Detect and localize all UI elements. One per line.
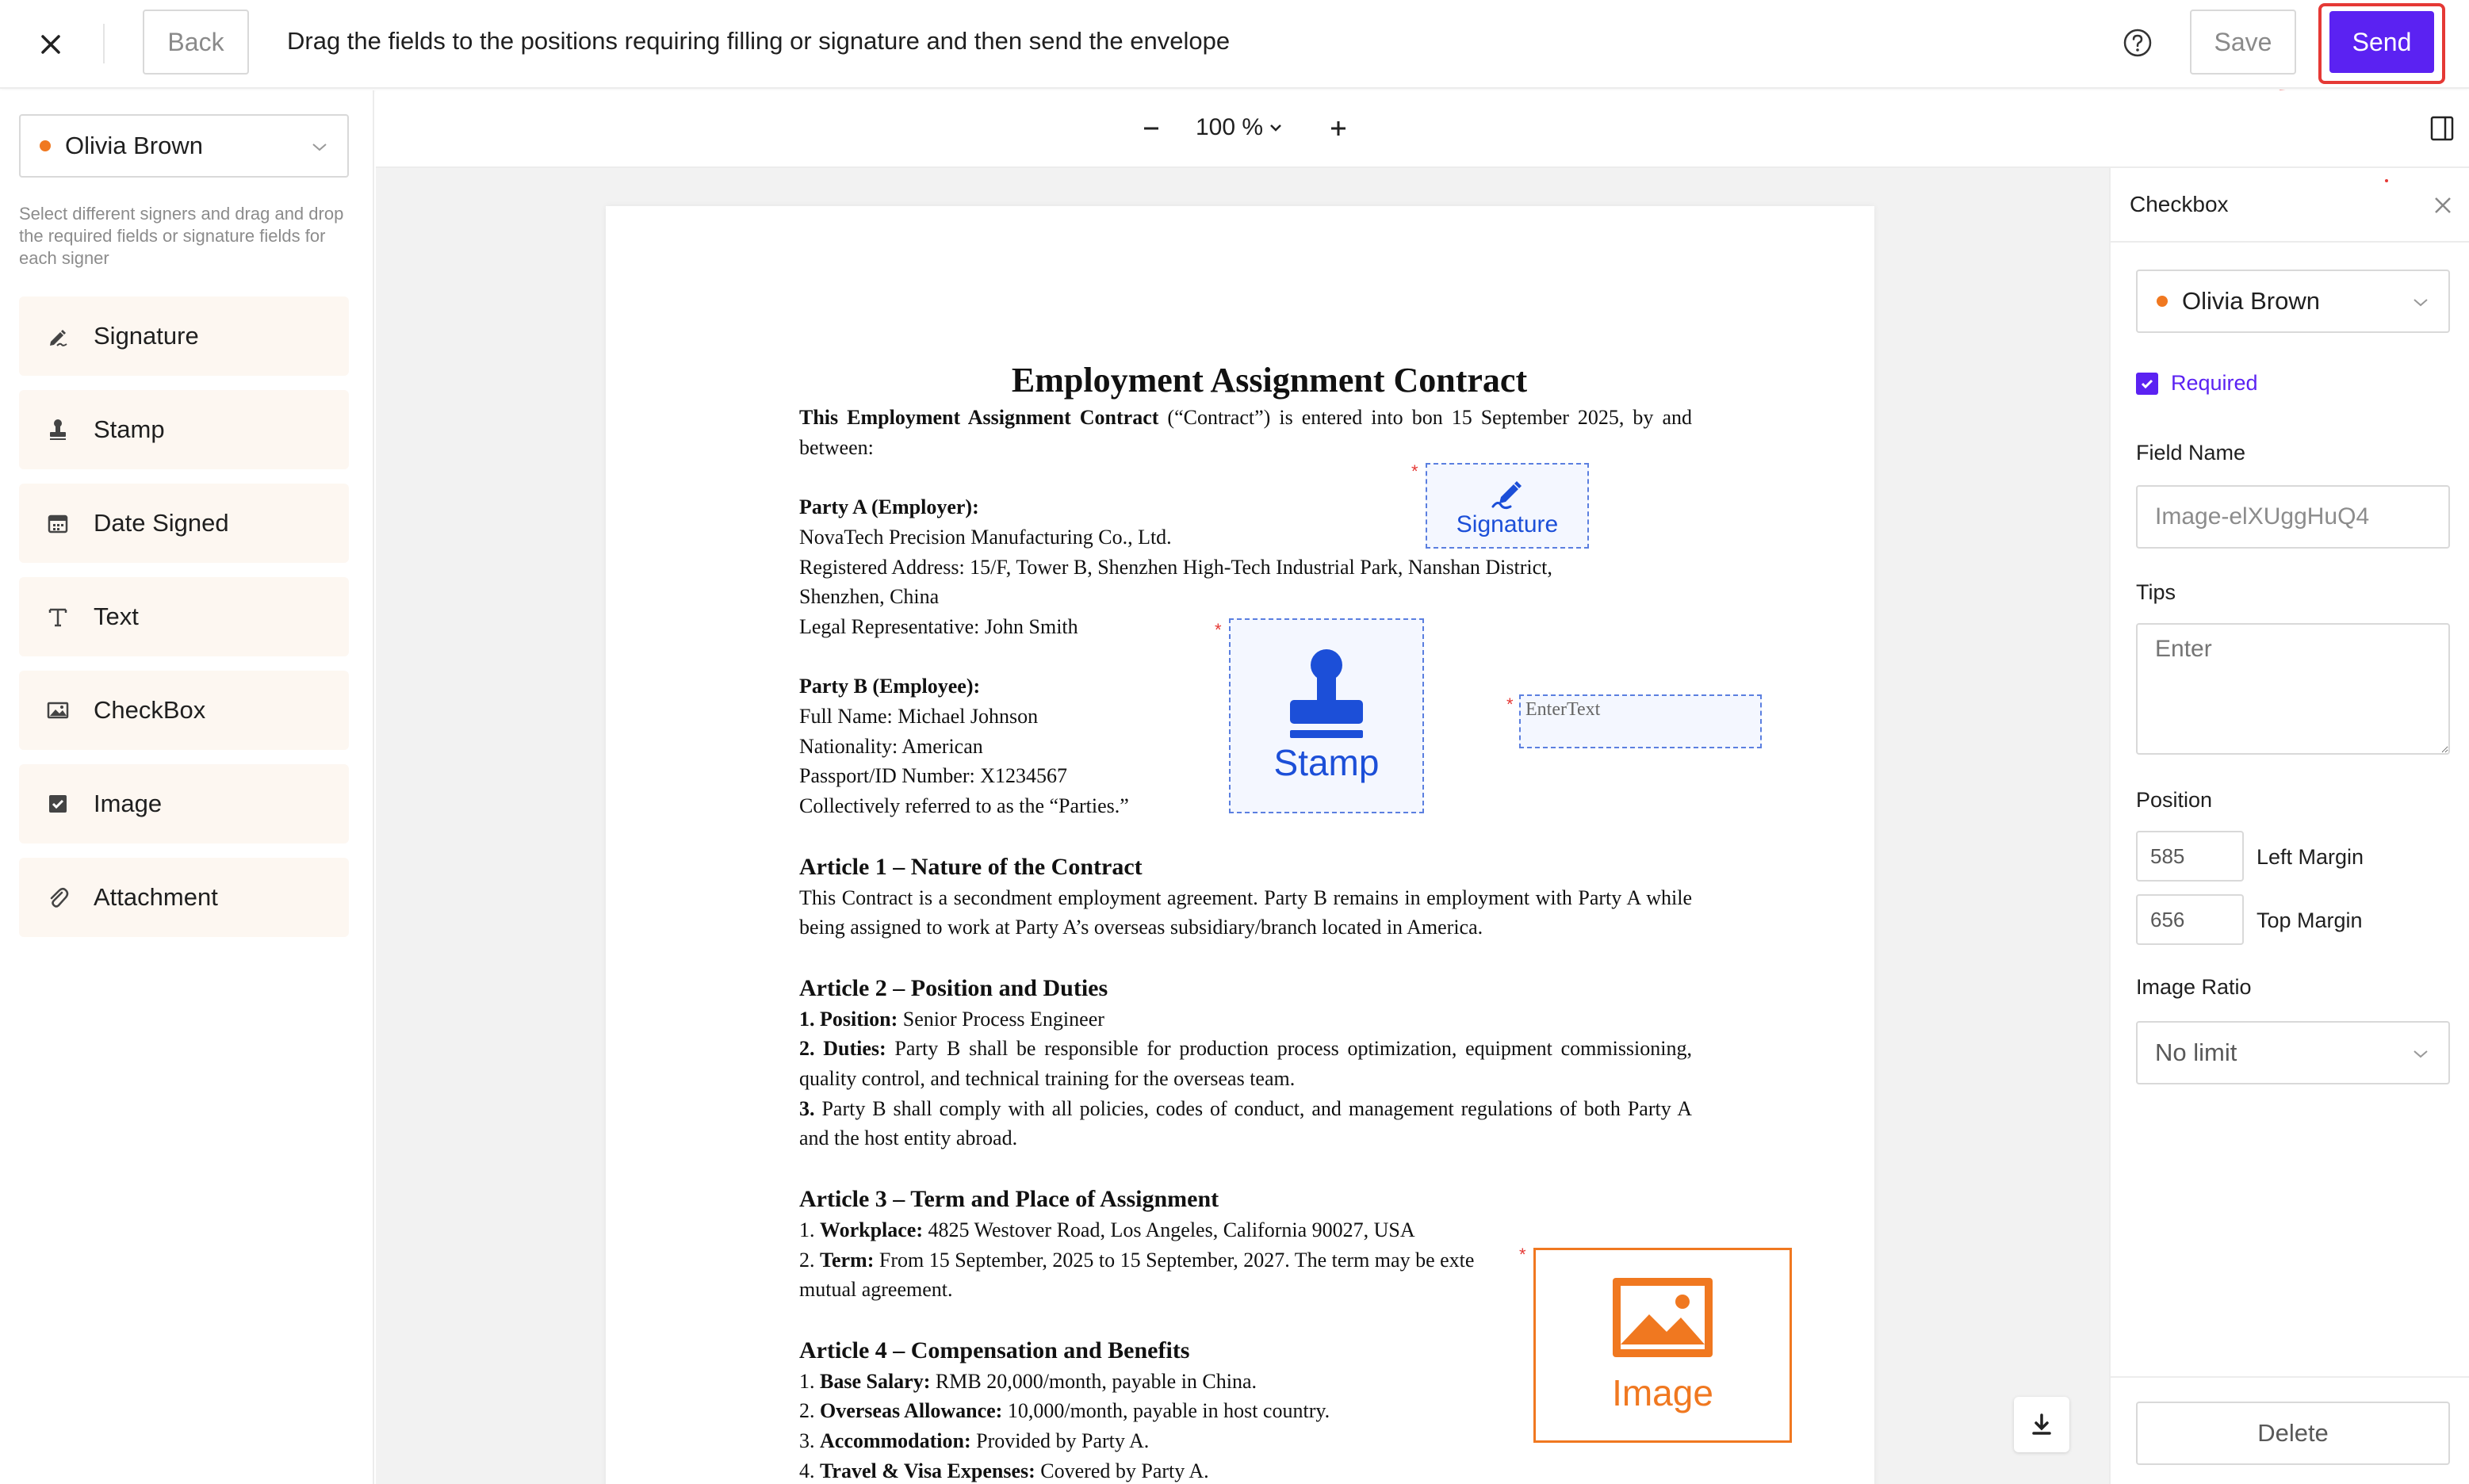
article-1-heading: Article 1 – Nature of the Contract [799, 853, 1143, 880]
article-4-item-1: 1. Base Salary: RMB 20,000/month, payable in China. [799, 1369, 1257, 1393]
status-dot [2385, 179, 2388, 182]
party-b-nationality: Nationality: American [799, 734, 983, 758]
image-ratio-value: No limit [2155, 1038, 2237, 1066]
field-tile-signature[interactable] [19, 296, 349, 376]
signature-pen-icon [46, 324, 70, 348]
article-2-item-2: 2. Duties: Party B shall be responsible for production process optimization, equipment commissioning, quality control, and technical training for the overseas team. [799, 1037, 1693, 1090]
required-checkbox[interactable] [2136, 371, 2258, 396]
party-a-representative: Legal Representative: John Smith [799, 614, 1078, 638]
field-tile-label: Attachment [94, 883, 218, 911]
document-title: Employment Assignment Contract [1011, 361, 1528, 400]
image-ratio-label: Image Ratio [2136, 975, 2252, 999]
tips-label: Tips [2136, 580, 2176, 604]
chevron-down-icon [1268, 120, 1284, 136]
field-name-input[interactable] [2136, 485, 2450, 549]
panel-toggle-icon[interactable] [2428, 114, 2456, 143]
field-tile-image[interactable] [19, 764, 349, 843]
signer-name: Olivia Brown [65, 132, 203, 159]
article-4-item-2: 2. Overseas Allowance: 10,000/month, payable in host country. [799, 1399, 1330, 1423]
tips-textarea[interactable] [2136, 623, 2450, 755]
field-tile-date-signed[interactable] [19, 484, 349, 563]
party-a-name: NovaTech Precision Manufacturing Co., Ltd. [799, 525, 1172, 549]
signer-select[interactable] [19, 114, 349, 178]
article-3-item-2-cont: mutual agreement. [799, 1278, 953, 1302]
signer-color-dot [40, 140, 51, 151]
article-3-item-2: 2. Term: From 15 September, 2025 to 15 September, 2027. The term may be exte [799, 1248, 1475, 1272]
close-icon[interactable] [32, 25, 70, 63]
signature-pen-icon [1487, 473, 1528, 511]
required-asterisk: * [1519, 1245, 1526, 1264]
instruction-text: Drag the fields to the positions requiring filling or signature and then send the envelope [287, 27, 1231, 55]
article-2-heading: Article 2 – Position and Duties [799, 974, 1108, 1001]
party-b-heading: Party B (Employee): [799, 675, 981, 698]
stamp-icon [1285, 648, 1368, 741]
parties-note: Collectively referred to as the “Parties.” [799, 794, 1129, 818]
signer-name: Olivia Brown [2182, 287, 2320, 315]
position-label: Position [2136, 788, 2213, 812]
zoom-level-select[interactable] [1196, 114, 1284, 141]
placed-image-field[interactable] [1533, 1248, 1792, 1443]
toolbar-divider [103, 24, 105, 63]
party-a-heading: Party A (Employer): [799, 495, 979, 519]
image-ratio-select[interactable] [2136, 1021, 2450, 1084]
download-icon [2029, 1412, 2054, 1437]
intro-paragraph: This Employment Assignment Contract (“Contract”) is entered into bon 15 September 2025, by and between: [799, 406, 1692, 459]
zoom-out-button[interactable] [1134, 111, 1169, 146]
field-tile-label: Image [94, 790, 163, 817]
placed-stamp-field[interactable] [1229, 618, 1424, 813]
placed-signature-field[interactable] [1426, 463, 1589, 549]
field-tile-label: Signature [94, 322, 199, 350]
chevron-down-icon [311, 138, 328, 155]
article-2-item-3: 3. Party B shall comply with all policies, codes of conduct, and management regulations of both Party A and the host entity abroad. [799, 1096, 1692, 1150]
field-tile-label: CheckBox [94, 696, 206, 724]
field-tile-checkbox[interactable] [19, 671, 349, 750]
back-button[interactable]: Back [143, 10, 249, 75]
chevron-down-icon [2412, 293, 2429, 311]
field-tile-stamp[interactable] [19, 390, 349, 469]
party-b-name: Full Name: Michael Johnson [799, 705, 1039, 728]
required-asterisk: * [1411, 461, 1418, 481]
left-margin-input[interactable] [2136, 831, 2244, 882]
help-icon[interactable] [2122, 27, 2153, 59]
zoom-toolbar [376, 90, 2469, 168]
field-tile-label: Date Signed [94, 509, 229, 537]
checkbox-icon [46, 792, 70, 816]
properties-header [2111, 168, 2469, 243]
paperclip-icon [46, 885, 70, 909]
article-4-heading: Article 4 – Compensation and Benefits [799, 1337, 1190, 1364]
left-margin-label: Left Margin [2257, 845, 2364, 869]
stamp-field-label: Stamp [1273, 742, 1380, 783]
placed-text-field[interactable]: EnterText [1519, 694, 1762, 748]
article-4-item-3: 3. Accommodation: Provided by Party A. [799, 1429, 1150, 1452]
required-label: Required [2171, 371, 2258, 395]
field-tile-text[interactable] [19, 577, 349, 656]
field-name-label: Field Name [2136, 441, 2246, 465]
download-button[interactable] [2014, 1397, 2069, 1452]
field-signer-select[interactable] [2136, 270, 2450, 333]
field-tile-label: Stamp [94, 415, 165, 443]
close-icon[interactable] [2431, 193, 2455, 217]
field-tile-attachment[interactable] [19, 858, 349, 937]
signature-field-label: Signature [1456, 511, 1559, 537]
zoom-in-button[interactable] [1321, 111, 1356, 146]
article-3-heading: Article 3 – Term and Place of Assignment [799, 1185, 1219, 1212]
article-3-item-1: 1. Workplace: 4825 Westover Road, Los Angeles, California 90027, USA [799, 1218, 1415, 1241]
article-1-text: This Contract is a secondment employment agreement. Party B remains in employment with Party A while being assigned to work at Party A’s overseas subsidiary/branch located in America. [799, 885, 1692, 939]
required-asterisk: * [1506, 694, 1514, 714]
image-icon [1611, 1276, 1714, 1359]
image-field-label: Image [1612, 1372, 1713, 1413]
field-properties-panel [2109, 168, 2469, 1484]
top-bar [0, 0, 2469, 89]
checkbox-checked-icon [2136, 373, 2158, 395]
top-margin-label: Top Margin [2257, 908, 2363, 932]
signer-color-dot [2157, 296, 2168, 307]
field-palette [0, 90, 374, 1484]
party-a-address: Registered Address: 15/F, Tower B, Shenzhen High-Tech Industrial Park, Nanshan District, Shenzhen, China [799, 555, 1552, 609]
panel-divider [2111, 1376, 2469, 1378]
required-asterisk: * [1215, 620, 1222, 640]
calendar-icon [46, 511, 70, 535]
document-page [606, 206, 1874, 1484]
image-icon [46, 698, 70, 722]
zoom-level: 100 % [1196, 114, 1264, 140]
stamp-icon [46, 418, 70, 442]
top-margin-input[interactable] [2136, 894, 2244, 945]
party-b-passport: Passport/ID Number: X1234567 [799, 764, 1067, 788]
article-4-item-4: 4. Travel & Visa Expenses: Covered by Party A. [799, 1459, 1209, 1482]
send-button[interactable]: Send [2329, 11, 2434, 73]
properties-title: Checkbox [2130, 192, 2229, 216]
text-icon [46, 605, 70, 629]
chevron-down-icon [2412, 1045, 2429, 1062]
field-tile-label: Text [94, 602, 139, 630]
palette-hint: Select different signers and drag and drop the required fields or signature fields for each signer [19, 204, 344, 268]
article-2-item-1: 1. Position: Senior Process Engineer [799, 1007, 1104, 1031]
delete-field-button[interactable]: Delete [2136, 1402, 2450, 1465]
document-canvas [376, 168, 2109, 1484]
save-button[interactable]: Save [2190, 10, 2296, 75]
